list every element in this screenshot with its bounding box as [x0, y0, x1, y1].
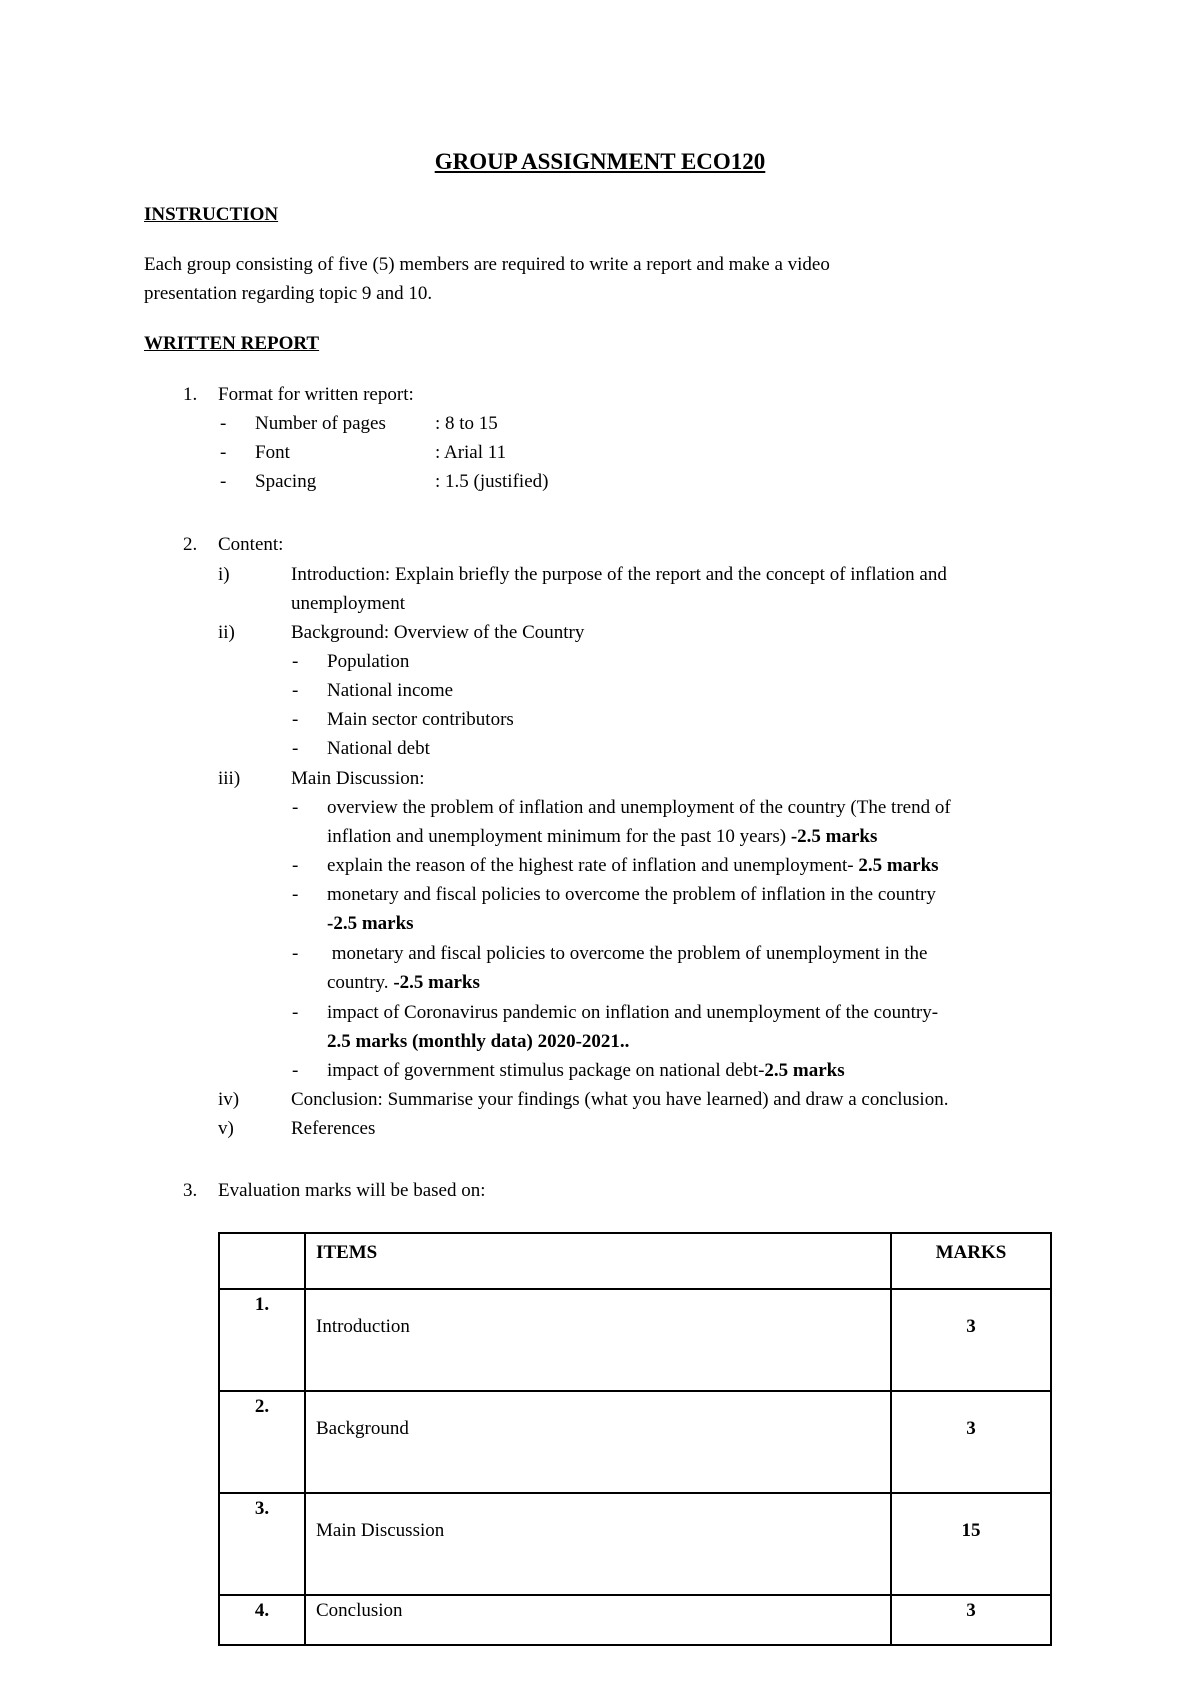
format-dash: -: [220, 471, 227, 492]
discussion-bullet-1-marks: -2.5 marks: [790, 826, 878, 847]
table-header-row: [219, 1233, 1051, 1289]
references-text: References: [291, 1118, 376, 1139]
bullet-dash: -: [292, 709, 299, 730]
introduction-line-2: unemployment: [291, 593, 405, 614]
format-number: 1.: [183, 384, 198, 405]
table-row: [219, 1289, 1051, 1391]
table-cell-item: Conclusion: [305, 1595, 891, 1645]
discussion-bullet-3-marks: -2.5 marks: [327, 913, 414, 934]
table-cell-marks: 3: [891, 1289, 1051, 1391]
discussion-bullet-1-line-1: overview the problem of inflation and unemployment of the country (The trend of: [327, 797, 951, 818]
bullet-dash: -: [292, 1002, 299, 1023]
bullet-dash: -: [292, 1060, 299, 1081]
evaluation-table: [218, 1232, 1052, 1646]
table-cell-item: Introduction: [305, 1289, 891, 1391]
content-label: Content:: [218, 534, 284, 555]
content-numeral: ii): [218, 622, 235, 643]
evaluation-label: Evaluation marks will be based on:: [218, 1180, 486, 1201]
discussion-bullet-6: [327, 1060, 845, 1083]
format-item-value: : 1.5 (justified): [435, 471, 549, 492]
format-item-value: : 8 to 15: [435, 413, 498, 434]
table-cell-marks: 3: [891, 1595, 1051, 1645]
instruction-heading: INSTRUCTION: [144, 204, 279, 225]
main-discussion-text: Main Discussion:: [291, 768, 425, 789]
background-item: National debt: [327, 738, 430, 759]
discussion-bullet-2: [327, 855, 939, 878]
content-number: 2.: [183, 534, 198, 555]
table-cell-item: Main Discussion: [305, 1493, 891, 1595]
instruction-line-2: presentation regarding topic 9 and 10.: [144, 283, 433, 304]
bullet-dash: -: [292, 884, 299, 905]
table-cell-item: Background: [305, 1391, 891, 1493]
table-cell-no: 3.: [219, 1493, 305, 1595]
format-item-name: Number of pages: [255, 413, 386, 434]
format-dash: -: [220, 442, 227, 463]
content-numeral: iii): [218, 768, 241, 789]
bullet-dash: -: [292, 943, 299, 964]
discussion-bullet-3-line-1: monetary and fiscal policies to overcome the problem of inflation in the country: [327, 884, 936, 905]
discussion-bullet-2-text: explain the reason of the highest rate of inflation and unemployment-: [327, 855, 859, 876]
background-text: Background: Overview of the Country: [291, 622, 585, 643]
table-row: [219, 1391, 1051, 1493]
bullet-dash: -: [292, 738, 299, 759]
discussion-bullet-5-marks: 2.5 marks (monthly data) 2020-2021..: [327, 1031, 630, 1052]
discussion-bullet-4-line-2: [327, 972, 480, 995]
instruction-line-1: Each group consisting of five (5) members are required to write a report and make a video: [144, 254, 830, 275]
table-header-items: ITEMS: [305, 1233, 891, 1289]
bullet-dash: -: [292, 855, 299, 876]
background-item: Population: [327, 651, 410, 672]
discussion-bullet-5-line-1: impact of Coronavirus pandemic on inflation and unemployment of the country-: [327, 1002, 939, 1023]
content-numeral: v): [218, 1118, 234, 1139]
evaluation-number: 3.: [183, 1180, 198, 1201]
table-row: [219, 1595, 1051, 1645]
written-report-heading: WRITTEN REPORT: [144, 333, 320, 354]
format-item-value: : Arial 11: [435, 442, 507, 463]
table-header-no: [219, 1233, 305, 1289]
format-dash: -: [220, 413, 227, 434]
discussion-bullet-6-text: impact of government stimulus package on national debt-: [327, 1060, 765, 1081]
bullet-dash: -: [292, 680, 299, 701]
table-cell-no: 4.: [219, 1595, 305, 1645]
table-cell-marks: 15: [891, 1493, 1051, 1595]
content-numeral: i): [218, 564, 230, 585]
discussion-bullet-2-marks: 2.5 marks: [858, 855, 939, 876]
table-cell-no: 2.: [219, 1391, 305, 1493]
bullet-dash: -: [292, 797, 299, 818]
format-item-name: Spacing: [255, 471, 317, 492]
discussion-bullet-4-marks: -2.5 marks: [393, 972, 480, 993]
discussion-bullet-1-text: inflation and unemployment minimum for the past 10 years): [327, 826, 791, 847]
table-row: [219, 1493, 1051, 1595]
format-label: Format for written report:: [218, 384, 414, 405]
discussion-bullet-6-marks: 2.5 marks: [764, 1060, 845, 1081]
conclusion-text: Conclusion: Summarise your findings (what you have learned) and draw a conclusion.: [291, 1089, 949, 1110]
content-numeral: iv): [218, 1089, 240, 1110]
format-item-name: Font: [255, 442, 290, 463]
table-header-marks: MARKS: [891, 1233, 1051, 1289]
document-title: GROUP ASSIGNMENT ECO120: [434, 149, 766, 174]
background-item: Main sector contributors: [327, 709, 514, 730]
background-item: National income: [327, 680, 454, 701]
introduction-line-1: Introduction: Explain briefly the purpose of the report and the concept of inflation and: [291, 564, 947, 585]
table-cell-no: 1.: [219, 1289, 305, 1391]
discussion-bullet-4-line-1: monetary and fiscal policies to overcome the problem of unemployment in the: [327, 943, 928, 964]
discussion-bullet-1-line-2: [327, 826, 877, 849]
table-cell-marks: 3: [891, 1391, 1051, 1493]
discussion-bullet-4-text: country.: [327, 972, 394, 993]
bullet-dash: -: [292, 651, 299, 672]
